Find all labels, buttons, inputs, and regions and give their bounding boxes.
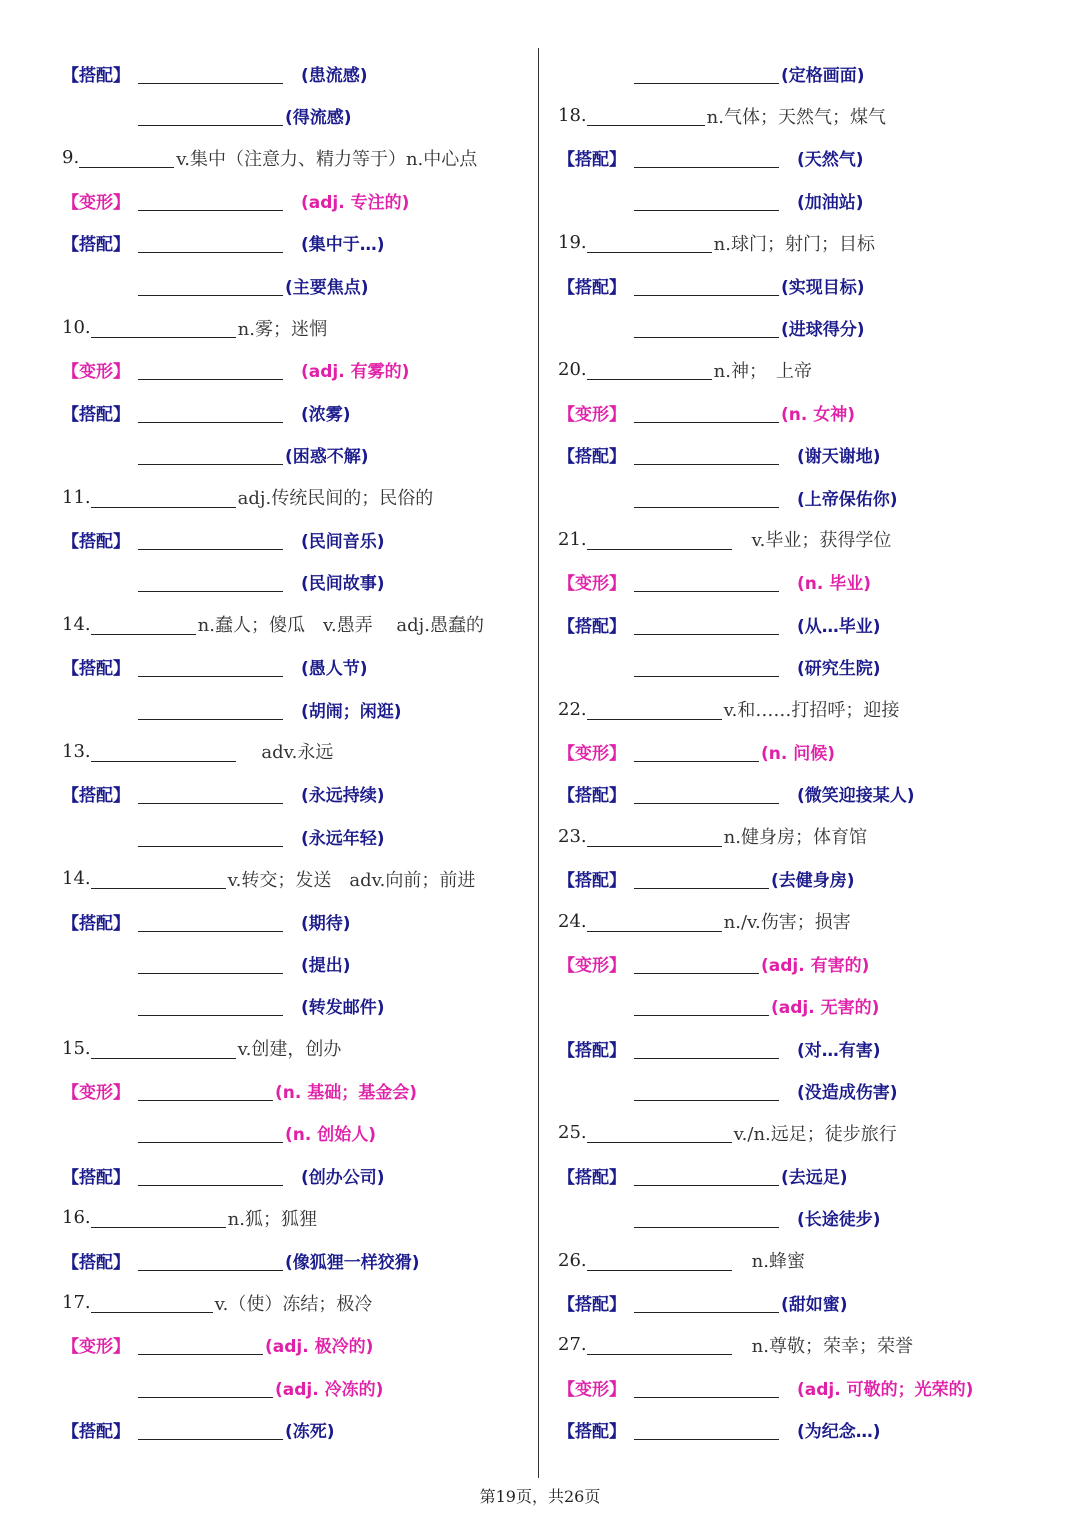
hint-text: (转发邮件) (301, 998, 385, 1019)
answer-blank[interactable] (138, 1165, 283, 1186)
hint-text: (天然气) (797, 150, 864, 171)
hint-text: (对…有害) (797, 1040, 881, 1061)
definition: n.神； 上帝 (713, 360, 812, 382)
hint-text: (上帝保佑你) (797, 489, 898, 510)
item-number: 14. (62, 868, 91, 890)
vocab-item (62, 476, 522, 518)
answer-blank[interactable] (634, 1419, 779, 1440)
hint-text: (民间音乐) (301, 531, 385, 552)
answer-row (558, 645, 1028, 687)
definition: v.和……打招呼；迎接 (723, 700, 900, 722)
answer-row (62, 985, 522, 1027)
hint-text: (n. 问候) (761, 743, 836, 764)
answer-row (62, 773, 522, 815)
item-number: 13. (62, 740, 91, 762)
section-tag: 【搭配】 (62, 531, 130, 552)
answer-blank[interactable] (138, 1250, 283, 1271)
answer-blank[interactable] (91, 487, 236, 508)
definition: n.球门；射门；目标 (713, 233, 875, 255)
item-number: 11. (62, 486, 91, 508)
answer-blank[interactable] (91, 614, 196, 635)
answer-row (62, 688, 522, 730)
answer-row (62, 434, 522, 476)
answer-row (558, 179, 1028, 221)
answer-blank[interactable] (587, 1250, 732, 1271)
answer-blank[interactable] (91, 1207, 226, 1228)
answer-blank[interactable] (634, 571, 779, 592)
answer-row (62, 52, 522, 94)
answer-blank[interactable] (634, 1165, 779, 1186)
hint-text: (n. 女神) (781, 404, 856, 425)
section-tag: 【变形】 (558, 404, 626, 425)
answer-blank[interactable] (587, 359, 712, 380)
answer-row (558, 434, 1028, 476)
definition: v.毕业；获得学位 (733, 530, 892, 552)
hint-text: (主要焦点) (285, 277, 369, 298)
column-divider (538, 48, 539, 1478)
definition: n.蠢人；傻瓜 v.愚弄 adj.愚蠢的 (197, 615, 484, 637)
answer-blank[interactable] (587, 105, 705, 126)
vocab-item (62, 857, 522, 899)
answer-row (558, 476, 1028, 518)
definition: n.狐；狐狸 (227, 1208, 317, 1230)
definition: v.集中（注意力、精力等于）n.中心点 (176, 148, 478, 170)
answer-row (62, 391, 522, 433)
answer-blank[interactable] (634, 783, 779, 804)
answer-row (558, 391, 1028, 433)
vocab-item (62, 1027, 522, 1069)
answer-blank[interactable] (634, 953, 759, 974)
answer-row (558, 603, 1028, 645)
answer-row (62, 815, 522, 857)
vocab-item (558, 1239, 1028, 1281)
section-tag: 【搭配】 (62, 913, 130, 934)
hint-text: (为纪念…) (797, 1422, 881, 1443)
section-tag: 【变形】 (558, 1379, 626, 1400)
answer-blank[interactable] (79, 147, 174, 168)
vocab-item (62, 137, 522, 179)
hint-text: (没造成伤害) (797, 1083, 898, 1104)
answer-blank[interactable] (138, 1122, 283, 1143)
answer-blank[interactable] (91, 741, 236, 762)
definition: n.蜂蜜 (733, 1251, 805, 1273)
definition: n./v.伤害；损害 (723, 912, 851, 933)
section-tag: 【搭配】 (62, 1252, 130, 1273)
section-tag: 【变形】 (62, 1083, 130, 1104)
vocab-item (558, 222, 1028, 264)
answer-blank[interactable] (91, 868, 226, 889)
item-number: 10. (62, 317, 91, 339)
answer-row (62, 264, 522, 306)
hint-text: (困惑不解) (285, 447, 369, 468)
section-tag: 【搭配】 (558, 616, 626, 637)
hint-text: (adj. 极冷的) (265, 1337, 374, 1358)
definition: n.雾；迷惘 (237, 318, 327, 340)
answer-row (558, 1281, 1028, 1323)
answer-blank[interactable] (587, 699, 722, 720)
section-tag: 【搭配】 (558, 447, 626, 468)
vocab-item (62, 1197, 522, 1239)
item-number: 17. (62, 1292, 91, 1314)
hint-text: (n. 基础；基金会) (275, 1083, 418, 1104)
answer-row (558, 306, 1028, 348)
answer-row (558, 52, 1028, 94)
hint-text: (甜如蜜) (781, 1295, 848, 1316)
answer-blank[interactable] (138, 1334, 263, 1355)
definition: v.（使）冻结；极冷 (214, 1293, 373, 1315)
answer-blank[interactable] (138, 911, 283, 932)
page-footer: 第19页，共26页 (479, 1487, 601, 1506)
answer-blank[interactable] (138, 656, 283, 677)
answer-blank[interactable] (91, 1038, 236, 1059)
section-tag: 【变形】 (62, 192, 130, 213)
hint-text: (去远足) (781, 1167, 848, 1188)
answer-row (558, 1366, 1028, 1408)
hint-text: (冻死) (285, 1422, 335, 1443)
hint-text: (长途徒步) (797, 1210, 881, 1231)
hint-text: (加油站) (797, 192, 864, 213)
hint-text: (进球得分) (781, 320, 865, 341)
answer-blank[interactable] (634, 147, 779, 168)
answer-blank[interactable] (634, 995, 769, 1016)
answer-row (62, 1324, 522, 1366)
item-number: 21. (558, 528, 587, 550)
hint-text: (n. 毕业) (797, 574, 872, 595)
hint-text: (adj. 无害的) (771, 998, 880, 1019)
answer-blank[interactable] (138, 275, 283, 296)
answer-row (558, 264, 1028, 306)
answer-blank[interactable] (634, 1080, 779, 1101)
vocab-item (558, 1324, 1028, 1366)
answer-blank[interactable] (634, 868, 769, 889)
answer-blank[interactable] (138, 571, 283, 592)
answer-row (62, 1112, 522, 1154)
section-tag: 【搭配】 (62, 659, 130, 680)
item-number: 14. (62, 613, 91, 635)
vocab-item (558, 518, 1028, 560)
section-tag: 【搭配】 (62, 235, 130, 256)
answer-blank[interactable] (634, 741, 759, 762)
answer-blank[interactable] (634, 1292, 779, 1313)
definition: adj.传统民间的；民俗的 (237, 488, 434, 510)
answer-row (62, 518, 522, 560)
item-number: 16. (62, 1207, 91, 1229)
section-tag: 【搭配】 (558, 1295, 626, 1316)
hint-text: (胡闹；闲逛) (301, 701, 402, 722)
item-number: 23. (558, 825, 587, 847)
section-tag: 【搭配】 (62, 786, 130, 807)
hint-text: (研究生院) (797, 659, 881, 680)
definition: n.尊敬；荣幸；荣誉 (733, 1335, 913, 1357)
vocab-item (62, 1281, 522, 1323)
item-number: 24. (558, 910, 587, 932)
answer-row (558, 1027, 1028, 1069)
item-number: 18. (558, 105, 587, 127)
definition: v.转交；发送 adv.向前；前进 (227, 869, 476, 891)
answer-row (558, 1069, 1028, 1111)
vocab-item (558, 900, 1028, 942)
vocab-item (558, 815, 1028, 857)
answer-blank[interactable] (138, 783, 283, 804)
definition: v./n.远足；徒步旅行 (733, 1123, 897, 1145)
section-tag: 【搭配】 (62, 1422, 130, 1443)
answer-blank[interactable] (634, 1038, 779, 1059)
hint-text: (永远持续) (301, 786, 385, 807)
answer-row (558, 561, 1028, 603)
hint-text: (浓雾) (301, 404, 351, 425)
definition: n.健身房；体育馆 (723, 827, 867, 849)
hint-text: (民间故事) (301, 574, 385, 595)
answer-blank[interactable] (91, 317, 236, 338)
answer-blank[interactable] (587, 529, 732, 550)
answer-blank[interactable] (634, 1207, 779, 1228)
item-number: 9. (62, 147, 80, 169)
hint-text: (期待) (301, 913, 351, 934)
section-tag: 【搭配】 (62, 65, 130, 86)
section-tag: 【变形】 (62, 362, 130, 383)
answer-blank[interactable] (138, 953, 283, 974)
section-tag: 【变形】 (62, 1337, 130, 1358)
answer-row (558, 730, 1028, 772)
answer-blank[interactable] (634, 275, 779, 296)
answer-blank[interactable] (138, 444, 283, 465)
section-tag: 【变形】 (558, 574, 626, 595)
right-column (558, 52, 1028, 1451)
hint-text: (集中于…) (301, 235, 385, 256)
hint-text: (患流感) (301, 65, 368, 86)
hint-text: (adj. 有雾的) (301, 362, 410, 383)
answer-row (62, 94, 522, 136)
hint-text: (愚人节) (301, 659, 368, 680)
vocab-item (62, 603, 522, 645)
answer-blank[interactable] (138, 359, 283, 380)
answer-blank[interactable] (138, 995, 283, 1016)
definition: adv.永远 (237, 742, 334, 764)
hint-text: (实现目标) (781, 277, 865, 298)
answer-blank[interactable] (138, 529, 283, 550)
answer-blank[interactable] (138, 190, 283, 211)
item-number: 26. (558, 1249, 587, 1271)
answer-blank[interactable] (138, 402, 283, 423)
hint-text: (得流感) (285, 108, 352, 129)
section-tag: 【搭配】 (558, 1167, 626, 1188)
item-number: 25. (558, 1122, 587, 1144)
answer-blank[interactable] (634, 190, 779, 211)
vocab-item (558, 349, 1028, 391)
vocab-item (558, 688, 1028, 730)
definition: n.气体；天然气；煤气 (706, 106, 886, 128)
answer-row (62, 349, 522, 391)
answer-row (62, 561, 522, 603)
answer-row (558, 1154, 1028, 1196)
hint-text: (从…毕业) (797, 616, 881, 637)
answer-row (558, 773, 1028, 815)
answer-blank[interactable] (138, 63, 283, 84)
answer-row (62, 900, 522, 942)
answer-row (62, 645, 522, 687)
definition: v.创建，创办 (237, 1039, 342, 1061)
hint-text: (微笑迎接某人) (797, 786, 915, 807)
answer-row (62, 1239, 522, 1281)
section-tag: 【搭配】 (558, 786, 626, 807)
hint-text: (谢天谢地) (797, 447, 881, 468)
answer-row (558, 1197, 1028, 1239)
left-column (62, 52, 522, 1451)
item-number: 27. (558, 1334, 587, 1356)
answer-row (62, 1069, 522, 1111)
answer-blank[interactable] (587, 826, 722, 847)
hint-text: (永远年轻) (301, 828, 385, 849)
answer-blank[interactable] (634, 487, 779, 508)
answer-blank[interactable] (634, 317, 779, 338)
answer-blank[interactable] (634, 656, 779, 677)
answer-blank[interactable] (138, 1377, 273, 1398)
answer-blank[interactable] (587, 232, 712, 253)
section-tag: 【搭配】 (558, 871, 626, 892)
item-number: 15. (62, 1037, 91, 1059)
answer-row (62, 1409, 522, 1451)
answer-blank[interactable] (587, 911, 722, 932)
hint-text: (定格画面) (781, 65, 865, 86)
answer-row (62, 179, 522, 221)
answer-row (62, 222, 522, 264)
answer-row (62, 942, 522, 984)
section-tag: 【搭配】 (62, 404, 130, 425)
section-tag: 【搭配】 (558, 1040, 626, 1061)
answer-blank[interactable] (587, 1122, 732, 1143)
answer-blank[interactable] (138, 699, 283, 720)
answer-blank[interactable] (634, 402, 779, 423)
answer-row (62, 1154, 522, 1196)
answer-blank[interactable] (634, 1377, 779, 1398)
item-number: 20. (558, 359, 587, 381)
section-tag: 【搭配】 (558, 277, 626, 298)
hint-text: (adj. 有害的) (761, 955, 870, 976)
answer-blank[interactable] (138, 105, 283, 126)
answer-blank[interactable] (138, 826, 283, 847)
answer-row (558, 942, 1028, 984)
hint-text: (像狐狸一样狡猾) (285, 1252, 420, 1273)
answer-blank[interactable] (138, 232, 283, 253)
answer-blank[interactable] (91, 1292, 213, 1313)
vocab-item (558, 1112, 1028, 1154)
vocab-item (558, 94, 1028, 136)
hint-text: (adj. 专注的) (301, 192, 410, 213)
answer-blank[interactable] (634, 63, 779, 84)
answer-row (558, 1409, 1028, 1451)
answer-row (558, 985, 1028, 1027)
answer-row (558, 137, 1028, 179)
hint-text: (提出) (301, 955, 351, 976)
answer-row (62, 1366, 522, 1408)
answer-blank[interactable] (138, 1080, 273, 1101)
section-tag: 【搭配】 (558, 1422, 626, 1443)
answer-blank[interactable] (138, 1419, 283, 1440)
answer-blank[interactable] (634, 444, 779, 465)
vocab-item (62, 306, 522, 348)
section-tag: 【搭配】 (558, 150, 626, 171)
item-number: 19. (558, 232, 587, 254)
vocab-item (62, 730, 522, 772)
hint-text: (创办公司) (301, 1167, 385, 1188)
section-tag: 【搭配】 (62, 1167, 130, 1188)
hint-text: (n. 创始人) (285, 1125, 377, 1146)
answer-row (558, 857, 1028, 899)
section-tag: 【变形】 (558, 743, 626, 764)
answer-blank[interactable] (634, 614, 779, 635)
section-tag: 【变形】 (558, 955, 626, 976)
hint-text: (adj. 可敬的；光荣的) (797, 1379, 974, 1400)
answer-blank[interactable] (587, 1334, 732, 1355)
hint-text: (去健身房) (771, 871, 855, 892)
item-number: 22. (558, 698, 587, 720)
hint-text: (adj. 冷冻的) (275, 1379, 384, 1400)
